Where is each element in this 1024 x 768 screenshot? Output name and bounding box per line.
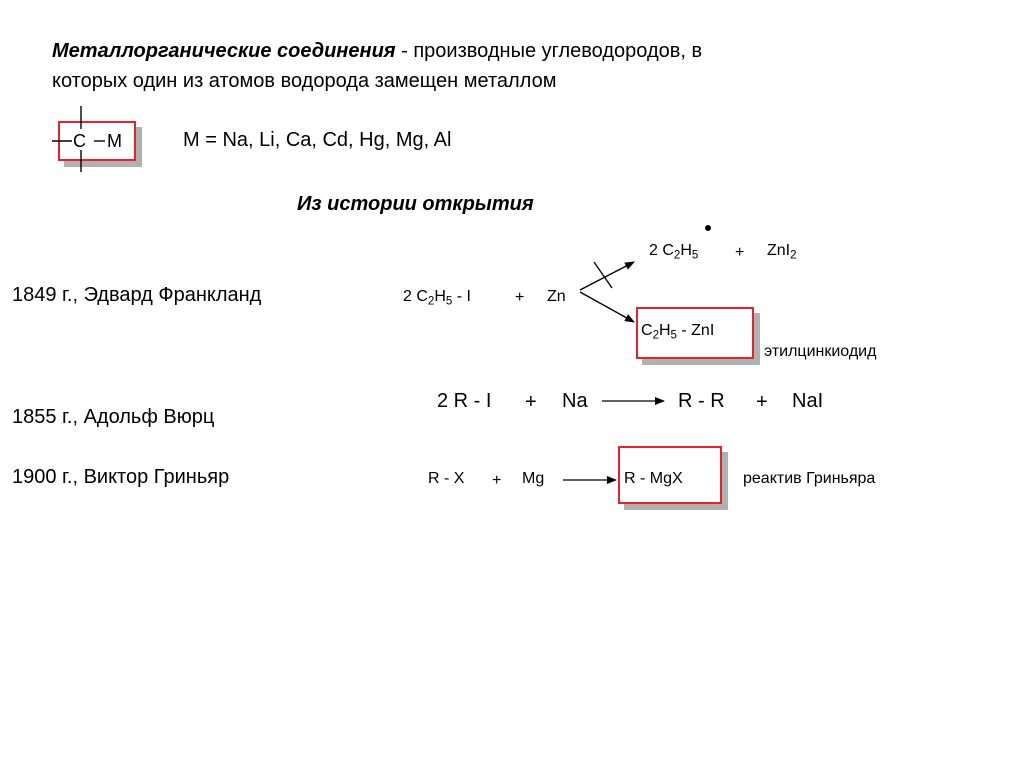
- frankland-arrows: [580, 262, 634, 322]
- wurtz-nai: NaI: [792, 390, 824, 412]
- frankland-zn: Zn: [547, 288, 566, 305]
- grignard-product: R - MgX: [624, 470, 683, 487]
- wurtz-plus-2: +: [756, 391, 768, 413]
- frankland-radical-product: 2 $C_2H_5$: [649, 242, 699, 262]
- wurtz-reactant: 2 R - I: [437, 390, 492, 412]
- frankland-product-plus: +: [735, 244, 745, 261]
- wurtz-product: R - R: [678, 390, 725, 412]
- grignard-mg: Mg: [522, 470, 545, 487]
- definition-line-2: которых один из атомов водорода замещен металлом: [52, 70, 557, 92]
- c-m-bonds: [52, 106, 105, 172]
- entry-frankland: 1849 г., Эдвард Франкланд: [12, 284, 262, 306]
- grignard-reagent-name: реактив Гриньяра: [743, 470, 876, 487]
- definition-term: Металлорганические соединения: [52, 40, 396, 62]
- entry-wurtz: 1855 г., Адольф Вюрц: [12, 406, 215, 428]
- arrow-to-radicals: [580, 262, 634, 290]
- arrow-to-ethylzinc: [580, 292, 634, 322]
- grignard-reactant: R - X: [428, 470, 465, 487]
- entry-grignard: 1900 г., Виктор Гриньяр: [12, 466, 230, 488]
- frankland-reactant: 2 $C_2H_5$ - I: [403, 288, 471, 308]
- ethylzinc-iodide-name: этилцинкиодид: [764, 343, 877, 360]
- m-atom: M: [107, 131, 122, 151]
- wurtz-na: Na: [562, 390, 588, 412]
- wurtz-plus-1: +: [525, 391, 537, 413]
- c-atom: C: [73, 131, 86, 151]
- metal-list: M = Na, Li, Ca, Cd, Hg, Mg, Al: [183, 129, 452, 151]
- definition-rest: - производные углеводородов, в: [395, 40, 703, 62]
- ethylzinc-iodide-formula: $C_2H_5$ - ZnI: [641, 322, 715, 342]
- frankland-plus: +: [515, 289, 525, 306]
- grignard-plus: +: [492, 472, 502, 489]
- frankland-zni2: ZnI$_2$: [767, 242, 797, 262]
- history-title: Из истории открытия: [297, 193, 534, 215]
